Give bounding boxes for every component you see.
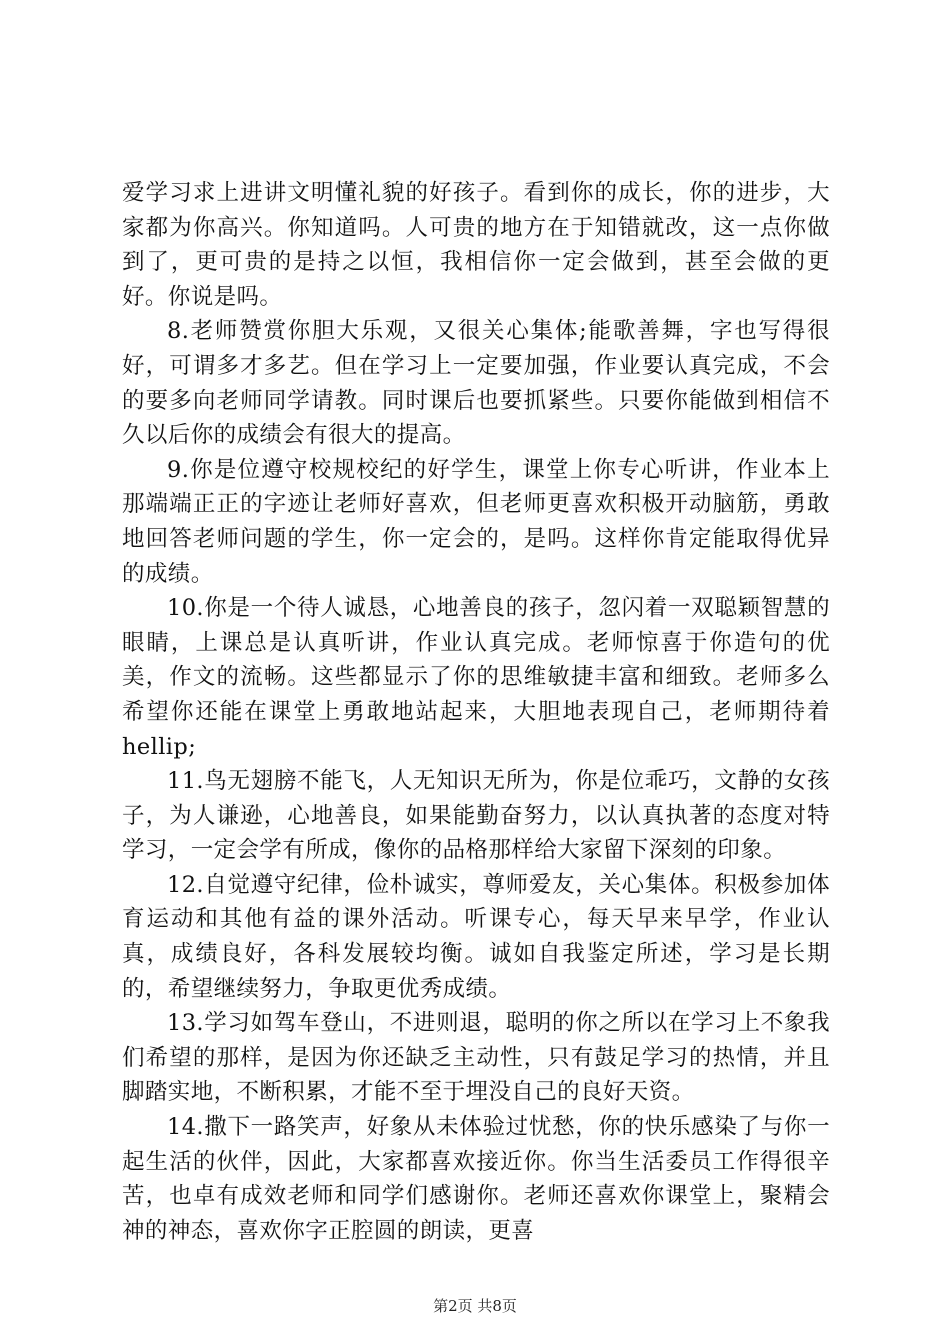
paragraph-item-9: 9.你是位遵守校规校纪的好学生，课堂上你专心听讲，作业本上那端端正正的字迹让老师好喜欢，但老师更喜欢积极开动脑筋，勇敢地回答老师问题的学生，你一定会的，是吗。这样你肯定能取得优异的成绩。 [122,456,830,587]
paragraph-item-8: 8.老师赞赏你胆大乐观，又很关心集体;能歌善舞，字也写得很好，可谓多才多艺。但在学习上一定要加强，作业要认真完成，不会的要多向老师同学请教。同时课后也要抓紧些。只要你能做到相信不久以后你的成绩会有很大的提高。 [122,318,830,449]
paragraph-item-12: 12.自觉遵守纪律，俭朴诚实，尊师爱友，关心集体。积极参加体育运动和其他有益的课外活动。听课专心，每天早来早学，作业认真，成绩良好，各科发展较均衡。诚如自我鉴定所述，学习是长期的，希望继续努力，争取更优秀成绩。 [122,871,830,1002]
paragraph-item-13: 13.学习如驾车登山，不进则退，聪明的你之所以在学习上不象我们希望的那样，是因为你还缺乏主动性，只有鼓足学习的热情，并且脚踏实地，不断积累，才能不至于埋没自己的良好天资。 [122,1010,830,1106]
paragraph-continued: 爱学习求上进讲文明懂礼貌的好孩子。看到你的成长，你的进步，大家都为你高兴。你知道吗。人可贵的地方在于知错就改，这一点你做到了，更可贵的是持之以恒，我相信你一定会做到，甚至会做的更好。你说是吗。 [122,180,830,310]
paragraph-item-11: 11.鸟无翅膀不能飞，人无知识无所为，你是位乖巧，文静的女孩子，为人谦逊，心地善良，如果能勤奋努力，以认真执著的态度对特学习，一定会学有所成，像你的品格那样给大家留下深刻的印象。 [122,768,830,864]
page-number-footer: 第2页 共8页 [433,1297,517,1315]
document-body [122,176,830,1248]
paragraph-item-10: 10.你是一个待人诚恳，心地善良的孩子，忽闪着一双聪颖智慧的眼睛，上课总是认真听讲，作业认真完成。老师惊喜于你造句的优美，作文的流畅。这些都显示了你的思维敏捷丰富和细致。老师多么希望你还能在课堂上勇敢地站起来，大胆地表现自己，老师期待着hellip; [122,595,830,760]
paragraph-item-14: 14.撒下一路笑声，好象从未体验过忧愁，你的快乐感染了与你一起生活的伙伴，因此，大家都喜欢接近你。你当生活委员工作得很辛苦，也卓有成效老师和同学们感谢你。老师还喜欢你课堂上，聚精会神的神态，喜欢你字正腔圆的朗读，更喜 [122,1114,830,1244]
